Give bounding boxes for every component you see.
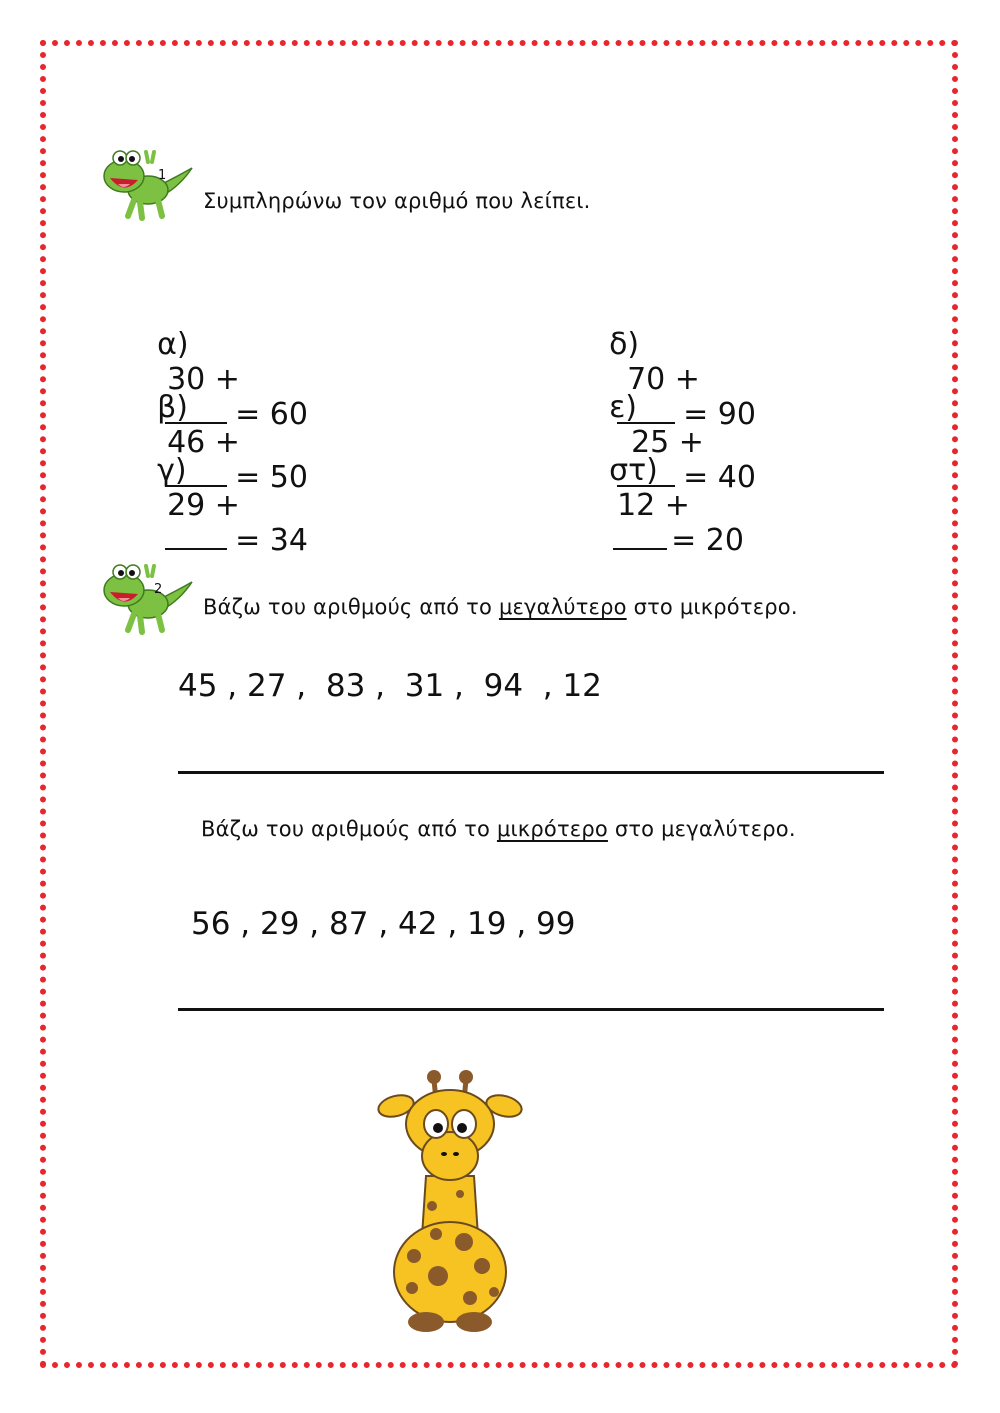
answer-blank[interactable]	[165, 524, 227, 550]
equation-c	[138, 418, 308, 558]
equation-right: = 60	[235, 397, 308, 432]
equation-left: 70 +	[627, 362, 700, 397]
equation-label: γ)	[157, 453, 187, 488]
answer-line-descending[interactable]	[178, 771, 884, 774]
equation-right: = 20	[671, 523, 744, 558]
equation-right: = 50	[235, 460, 308, 495]
giraffe-icon	[374, 1066, 526, 1338]
gecko-icon	[100, 558, 196, 638]
equation-right: = 40	[683, 460, 756, 495]
exercise1-instruction: Συμπληρώνω τον αριθμό που λείπει.	[203, 189, 591, 213]
instruction-text: στο μεγαλύτερο.	[614, 817, 796, 841]
equation-label: στ)	[609, 453, 658, 488]
instruction-emphasis: μεγαλύτερο	[498, 595, 627, 619]
exercise2-instruction-ascending	[201, 817, 796, 841]
number-list-descending: 45 , 27 , 83 , 31 , 94 , 12	[178, 668, 602, 704]
equation-left: 25 +	[631, 425, 704, 460]
exercise-number: 2	[154, 582, 163, 597]
answer-blank[interactable]	[613, 524, 667, 550]
equation-left: 46 +	[167, 425, 240, 460]
equation-label: α)	[157, 327, 189, 362]
equation-right: = 90	[683, 397, 756, 432]
instruction-text: στο μικρότερο.	[633, 595, 798, 619]
answer-line-ascending[interactable]	[178, 1008, 884, 1011]
instruction-emphasis: μικρότερο	[496, 817, 608, 841]
number-list-ascending: 56 , 29 , 87 , 42 , 19 , 99	[191, 906, 576, 942]
equation-left: 30 +	[167, 362, 240, 397]
equation-label: β)	[157, 390, 188, 425]
equation-left: 12 +	[617, 488, 690, 523]
instruction-text: Βάζω του αριθμούς από το	[203, 595, 493, 619]
instruction-text: Βάζω του αριθμούς από το	[201, 817, 491, 841]
equation-right: = 34	[235, 523, 308, 558]
exercise2-instruction-descending	[203, 595, 798, 619]
exercise-number: 1	[158, 168, 167, 183]
equation-label: δ)	[609, 327, 640, 362]
equation-left: 29 +	[167, 488, 240, 523]
equation-label: ε)	[609, 390, 637, 425]
equation-f	[590, 418, 744, 558]
gecko-icon	[100, 146, 196, 222]
